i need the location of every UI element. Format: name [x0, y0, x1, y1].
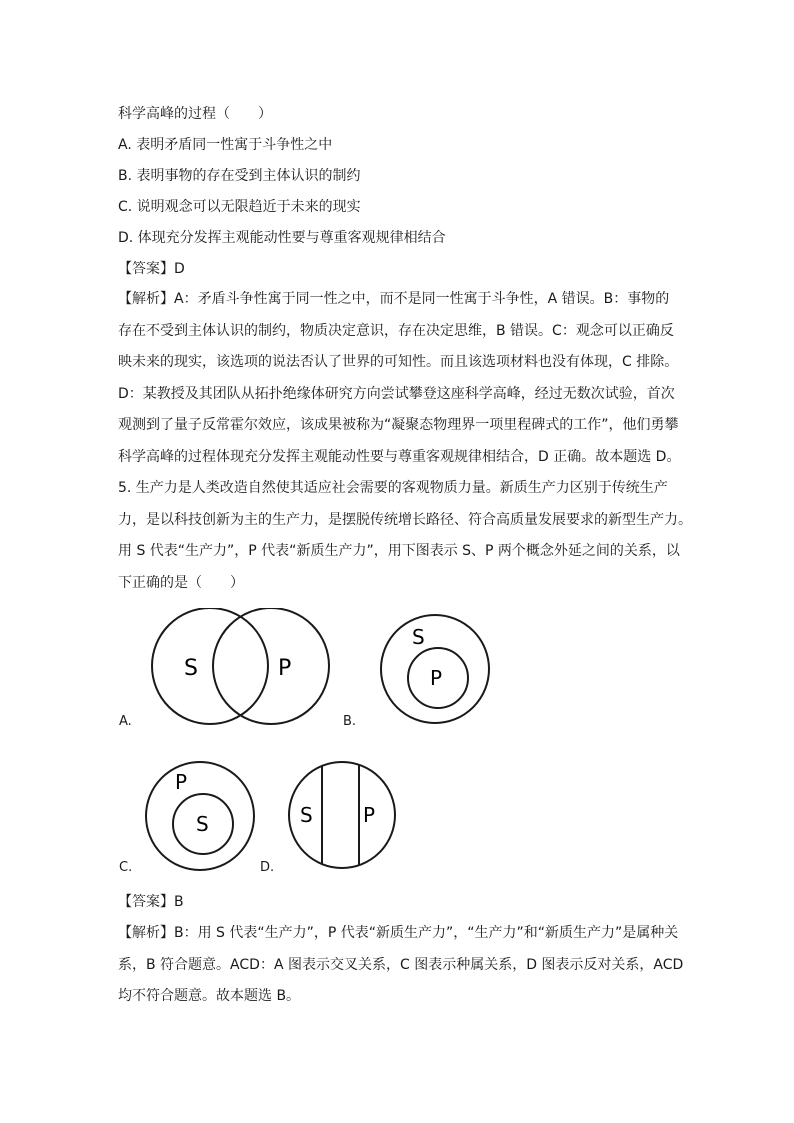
analysis-line: 存在不受到主体认识的制约，物质决定意识，存在决定思维，B 错误。C：观念可以正确反	[118, 322, 674, 339]
analysis-line: 科学高峰的过程体现充分发挥主观能动性要与尊重客观规律相结合，D 正确。故本题选 D。	[118, 448, 681, 465]
diagram-c-label: C.	[119, 860, 133, 875]
analysis-line: 【解析】A：矛盾斗争性寓于同一性之中，而不是同一性寓于斗争性，A 错误。B：事物的	[118, 291, 670, 307]
label-inner: S	[196, 812, 209, 836]
analysis-line: 系，B 符合题意。ACD：A 图表示交叉关系，C 图表示种属关系，D 图表示反对关系，ACD	[118, 956, 684, 973]
label-outer: P	[175, 770, 188, 794]
question-5-stem	[118, 473, 692, 599]
option-a: A. 表明矛盾同一性寓于斗争性之中	[118, 137, 333, 153]
question-stem-tail: 科学高峰的过程（ ）	[118, 106, 272, 122]
diagram-a-label: A.	[119, 714, 132, 729]
stem-line: 5. 生产力是人类改造自然使其适应社会需要的客观物质力量。新质生产力区别于传统生产	[118, 480, 668, 496]
circle-s	[152, 608, 268, 724]
diagram-a-intersecting-circles	[140, 608, 340, 730]
stem-line: 用 S 代表“生产力”，P 代表“新质生产力”，用下图表示 S、P 两个概念外延之间的关系，以	[118, 543, 680, 559]
analysis-line: 【解析】B：用 S 代表“生产力”，P 代表“新质生产力”，“生产力”和“新质生产力”是属种关	[118, 925, 679, 941]
analysis-paragraph	[118, 918, 686, 1013]
option-d: D. 体现充分发挥主观能动性要与尊重客观规律相结合	[118, 230, 446, 246]
circle-p	[213, 608, 329, 724]
analysis-line: 观测到了量子反常霍尔效应，该成果被称为“凝聚态物理界一项里程碑式的工作”，他们勇攀	[118, 417, 679, 433]
option-b: B. 表明事物的存在受到主体认识的制约	[118, 168, 361, 184]
label-outer: S	[412, 625, 425, 649]
analysis-line: 映未来的现实，该选项的说法否认了世界的可知性。而且该选项材料也没有体现，C 排除。	[118, 354, 679, 370]
label-p: P	[363, 803, 376, 827]
diagram-d-contradictory	[287, 760, 397, 870]
analysis-line: 均不符合题意。故本题选 B。	[118, 988, 301, 1004]
label-s: S	[184, 656, 198, 681]
diagram-b-label: B.	[343, 714, 357, 729]
diagram-b-p-in-s	[378, 613, 492, 725]
diagram-c-s-in-p	[143, 760, 257, 872]
analysis-line: D：某教授及其团队从拓扑绝缘体研究方向尝试攀登这座科学高峰，经过无数次试验，首次	[118, 385, 675, 402]
label-p: P	[278, 656, 292, 681]
analysis-paragraph	[118, 284, 686, 473]
diagram-d-label: D.	[260, 860, 275, 875]
answer-label: 【答案】D	[118, 261, 185, 277]
stem-line: 力，是以科技创新为主的生产力，是摆脱传统增长路径、符合高质量发展要求的新型生产力。	[118, 511, 692, 528]
option-c: C. 说明观念可以无限趋近于未来的现实	[118, 199, 361, 215]
label-s: S	[300, 803, 313, 827]
label-inner: P	[430, 666, 443, 690]
answer-label: 【答案】B	[118, 894, 184, 910]
stem-line: 下正确的是（ ）	[118, 574, 244, 591]
